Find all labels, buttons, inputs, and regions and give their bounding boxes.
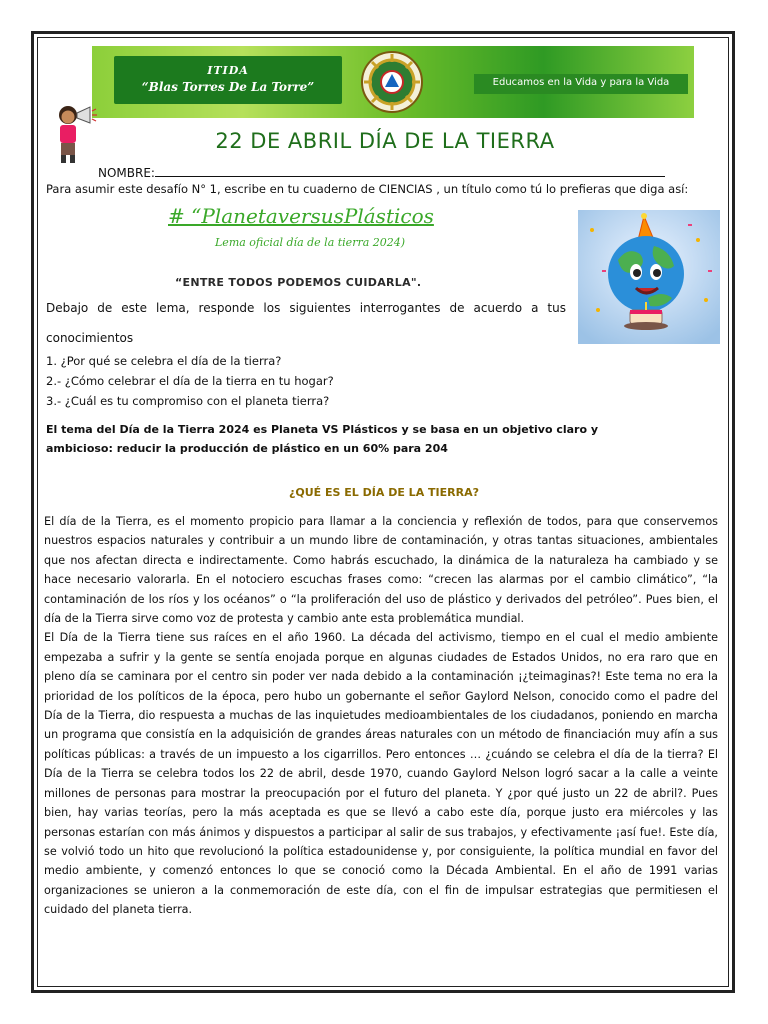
question-1: 1. ¿Por qué se celebra el día de la tierra? — [46, 354, 282, 368]
page-title: 22 DE ABRIL DÍA DE LA TIERRA — [215, 129, 555, 153]
article-paragraph-1: El día de la Tierra, es el momento propicio para llamar a la conciencia y reflexión de todos, para que conservemos nuestros espacios naturales y contribuir a un mundo libre de contaminación, y otras tantas situaciones, ambientales que nos afectan directa e indirectamente. Como habrás escuchado, la dinámica de la naturaleza ha cambiado y se hace necesario valorarla. En el notociero escuchas frases como: “crecen las alarmas por el cambio climático”, “la contaminación de los ríos y los océanos” o “la proliferación del uso de plástico y derivados del petróleo”. Pues bien, el día de la Tierra sirve como voz de protesta y cambio ante esta problemática mundial. — [44, 515, 718, 626]
name-label: NOMBRE: — [98, 166, 155, 180]
hashtag-title: # “PlanetaversusPlásticos — [168, 204, 434, 228]
name-blank-line[interactable] — [155, 166, 665, 177]
question-2: 2.- ¿Cómo celebrar el día de la tierra en tu hogar? — [46, 374, 334, 388]
question-3: 3.- ¿Cuál es tu compromiso con el planeta tierra? — [46, 394, 330, 408]
article-paragraph-2: El Día de la Tierra tiene sus raíces en el año 1960. La década del activismo, tiempo en el cual el medio ambiente empezaba a sufrir y la gente se sentía enojada porque en algunas ciudades de Estados Unidos, no era raro que en pleno día se caminara por el centro sin poder ver nada debido a la contaminación ¡¿teimaginas?! Este tema no era la prioridad de los políticos de la época, pero hubo un gobernante el señor Gaylord Nelson, conocido como el padre del Día de la Tierra, dio respuesta a muchas de las inquietudes medioambientales de los ciudadanos, poniendo en marcha un programa que consistía en la adquisición de grandes áreas naturales con un método de financiación muy afín a sus políticas públicas: a través de un impuesto a los cigarrillos. Pero entonces … ¿cuándo se celebra el día de la tierra? El Día de la Tierra se celebra todos los 22 de abril, desde 1970, cuando Gaylord Nelson logró sacar a la calle a veinte millones de personas para mostrar la preocupación por el futuro del planeta. Y ¿por qué justo un 22 de abril?. Pues bien, hay varias teorías, pero la más aceptada es que se llevó a cabo este día, porque justo era miércoles y las personas estarían con más ánimos y dispuestos a participar al salir de sus trabajos, y efectivamente ¡así fue!. Este día, se volvió todo un hito que revolucionó la política estadounidense y, por consiguiente, la política mundial en favor del medio ambiente, y comenzó entonces lo que se conoció como la Década Ambiental. En el año de 1991 varias organizaciones se unieron a la conmemoración de este día, con el fin de impulsar estrategias que permitiesen el cuidado del planeta tierra. — [44, 631, 718, 917]
school-crest-icon — [360, 50, 424, 114]
lead-paragraph: Debajo de este lema, responde los siguientes interrogantes de acuerdo a tus conocimientos — [46, 301, 566, 345]
lema-note: Lema oficial día de la tierra 2024) — [215, 236, 406, 249]
motto-text: “ENTRE TODOS PODEMOS CUIDARLA". — [175, 276, 422, 289]
school-acronym: ITIDA — [207, 64, 249, 77]
smiling-earth-birthday-illustration — [578, 210, 720, 344]
school-slogan: Educamos en la Vida y para la Vida — [492, 77, 670, 88]
slogan-box — [474, 74, 688, 94]
section-heading: ¿QUÉ ES EL DÍA DE LA TIERRA? — [289, 486, 479, 499]
school-name-box — [114, 56, 342, 104]
school-name: “Blas Torres De La Torre” — [141, 80, 315, 94]
name-field[interactable] — [98, 166, 665, 180]
article-body — [44, 512, 718, 920]
instruction-text: Para asumir este desafío N° 1, escribe en tu cuaderno de CIENCIAS , un título como tú lo prefieras que diga así: — [46, 182, 689, 196]
theme-paragraph: El tema del Día de la Tierra 2024 es Planeta VS Plásticos y se basa en un objetivo claro y ambicioso: reducir la producción de plástico en un 60% para 204 — [46, 423, 599, 455]
school-banner — [92, 46, 694, 118]
teacher-megaphone-illustration — [48, 103, 98, 165]
